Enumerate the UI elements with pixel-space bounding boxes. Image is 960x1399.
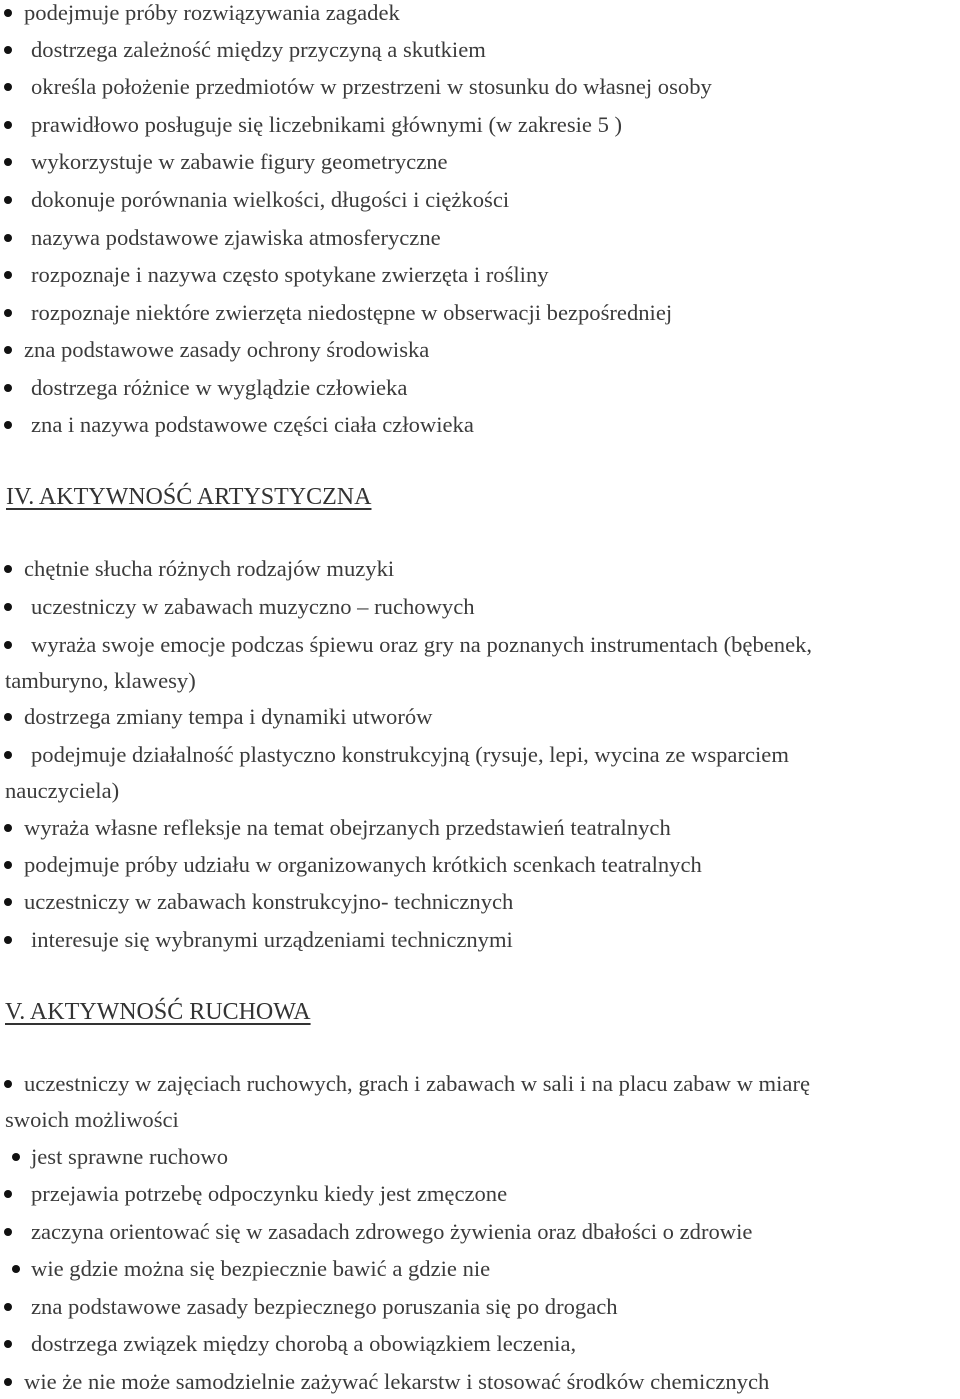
bullet-icon bbox=[4, 1190, 12, 1198]
list-item-text: wyraża swoje emocje podczas śpiewu oraz gry na poznanych instrumentach (bębenek, bbox=[31, 632, 813, 657]
bullet-icon bbox=[4, 1303, 12, 1311]
bullet-icon bbox=[4, 271, 12, 279]
list-item-text: określa położenie przedmiotów w przestrzeni w stosunku do własnej osoby bbox=[31, 74, 712, 99]
list-item-text: chętnie słucha różnych rodzajów muzyki bbox=[24, 556, 395, 581]
bullet-icon bbox=[4, 751, 12, 759]
bullet-icon bbox=[4, 158, 12, 166]
bullet-icon bbox=[4, 1228, 12, 1236]
list-item-text: zna podstawowe zasady ochrony środowiska bbox=[24, 337, 430, 362]
bullet-icon bbox=[4, 603, 12, 611]
bullet-icon bbox=[4, 861, 12, 869]
list-item-text: uczestniczy w zabawach muzyczno – ruchowych bbox=[31, 594, 475, 619]
bullet-icon bbox=[4, 9, 12, 17]
bullet-icon bbox=[4, 713, 12, 721]
bullet-icon bbox=[12, 1153, 20, 1161]
list-item-continuation: nauczyciela) bbox=[5, 778, 120, 803]
list-item-text: wie że nie może samodzielnie zażywać lekarstw i stosować środków chemicznych bbox=[24, 1369, 770, 1394]
list-item-text: uczestniczy w zajęciach ruchowych, grach i zabawach w sali i na placu zabaw w miarę bbox=[24, 1071, 810, 1096]
list-item-text: podejmuje próby udziału w organizowanych krótkich scenkach teatralnych bbox=[24, 852, 702, 877]
list-item-text: dostrzega zależność między przyczyną a skutkiem bbox=[31, 37, 486, 62]
list-item-continuation: swoich możliwości bbox=[5, 1107, 179, 1132]
bullet-icon bbox=[4, 641, 12, 649]
bullet-icon bbox=[4, 384, 12, 392]
list-item-text: wie gdzie można się bezpiecznie bawić a gdzie nie bbox=[31, 1256, 491, 1281]
bullet-icon bbox=[4, 1340, 12, 1348]
bullet-icon bbox=[4, 936, 12, 944]
list-item-text: dostrzega związek między chorobą a obowiązkiem leczenia, bbox=[31, 1331, 577, 1356]
list-item-text: wykorzystuje w zabawie figury geometryczne bbox=[31, 149, 448, 174]
list-item-text: podejmuje próby rozwiązywania zagadek bbox=[24, 0, 400, 25]
list-item-text: rozpoznaje niektóre zwierzęta niedostępne w obserwacji bezpośredniej bbox=[31, 300, 673, 325]
list-item-text: rozpoznaje i nazywa często spotykane zwierzęta i rośliny bbox=[31, 262, 549, 287]
bullet-icon bbox=[4, 898, 12, 906]
list-item-text: dostrzega zmiany tempa i dynamiki utworów bbox=[24, 704, 433, 729]
list-item-text: nazywa podstawowe zjawiska atmosferyczne bbox=[31, 225, 441, 250]
bullet-icon bbox=[4, 565, 12, 573]
bullet-icon bbox=[4, 234, 12, 242]
bullet-icon bbox=[4, 824, 12, 832]
bullet-icon bbox=[4, 46, 12, 54]
list-item-text: dostrzega różnice w wyglądzie człowieka bbox=[31, 375, 408, 400]
list-item-text: jest sprawne ruchowo bbox=[31, 1144, 229, 1169]
list-item-text: przejawia potrzebę odpoczynku kiedy jest zmęczone bbox=[31, 1181, 508, 1206]
bullet-icon bbox=[12, 1265, 20, 1273]
bullet-icon bbox=[4, 1080, 12, 1088]
list-item-text: podejmuje działalność plastyczno konstrukcyjną (rysuje, lepi, wycina ze wsparciem bbox=[31, 742, 789, 767]
bullet-icon bbox=[4, 196, 12, 204]
list-item-text: uczestniczy w zabawach konstrukcyjno- technicznych bbox=[24, 889, 514, 914]
bullet-icon bbox=[4, 83, 12, 91]
section-heading-v: V. AKTYWNOŚĆ RUCHOWA bbox=[5, 999, 311, 1025]
list-item-text: dokonuje porównania wielkości, długości i ciężkości bbox=[31, 187, 510, 212]
list-item-text: zna i nazywa podstawowe części ciała człowieka bbox=[31, 412, 474, 437]
section-heading-iv: IV. AKTYWNOŚĆ ARTYSTYCZNA bbox=[6, 484, 372, 510]
list-item-text: wyraża własne refleksje na temat obejrzanych przedstawień teatralnych bbox=[24, 815, 671, 840]
bullet-icon bbox=[4, 1378, 12, 1386]
bullet-icon bbox=[4, 121, 12, 129]
list-item-text: zna podstawowe zasady bezpiecznego poruszania się po drogach bbox=[31, 1294, 618, 1319]
bullet-icon bbox=[4, 346, 12, 354]
list-item-text: interesuje się wybranymi urządzeniami technicznymi bbox=[31, 927, 513, 952]
list-item-text: zaczyna orientować się w zasadach zdrowego żywienia oraz dbałości o zdrowie bbox=[31, 1219, 753, 1244]
list-item-text: prawidłowo posługuje się liczebnikami głównymi (w zakresie 5 ) bbox=[31, 112, 623, 137]
bullet-icon bbox=[4, 309, 12, 317]
list-item-continuation: tamburyno, klawesy) bbox=[5, 668, 196, 693]
bullet-icon bbox=[4, 421, 12, 429]
